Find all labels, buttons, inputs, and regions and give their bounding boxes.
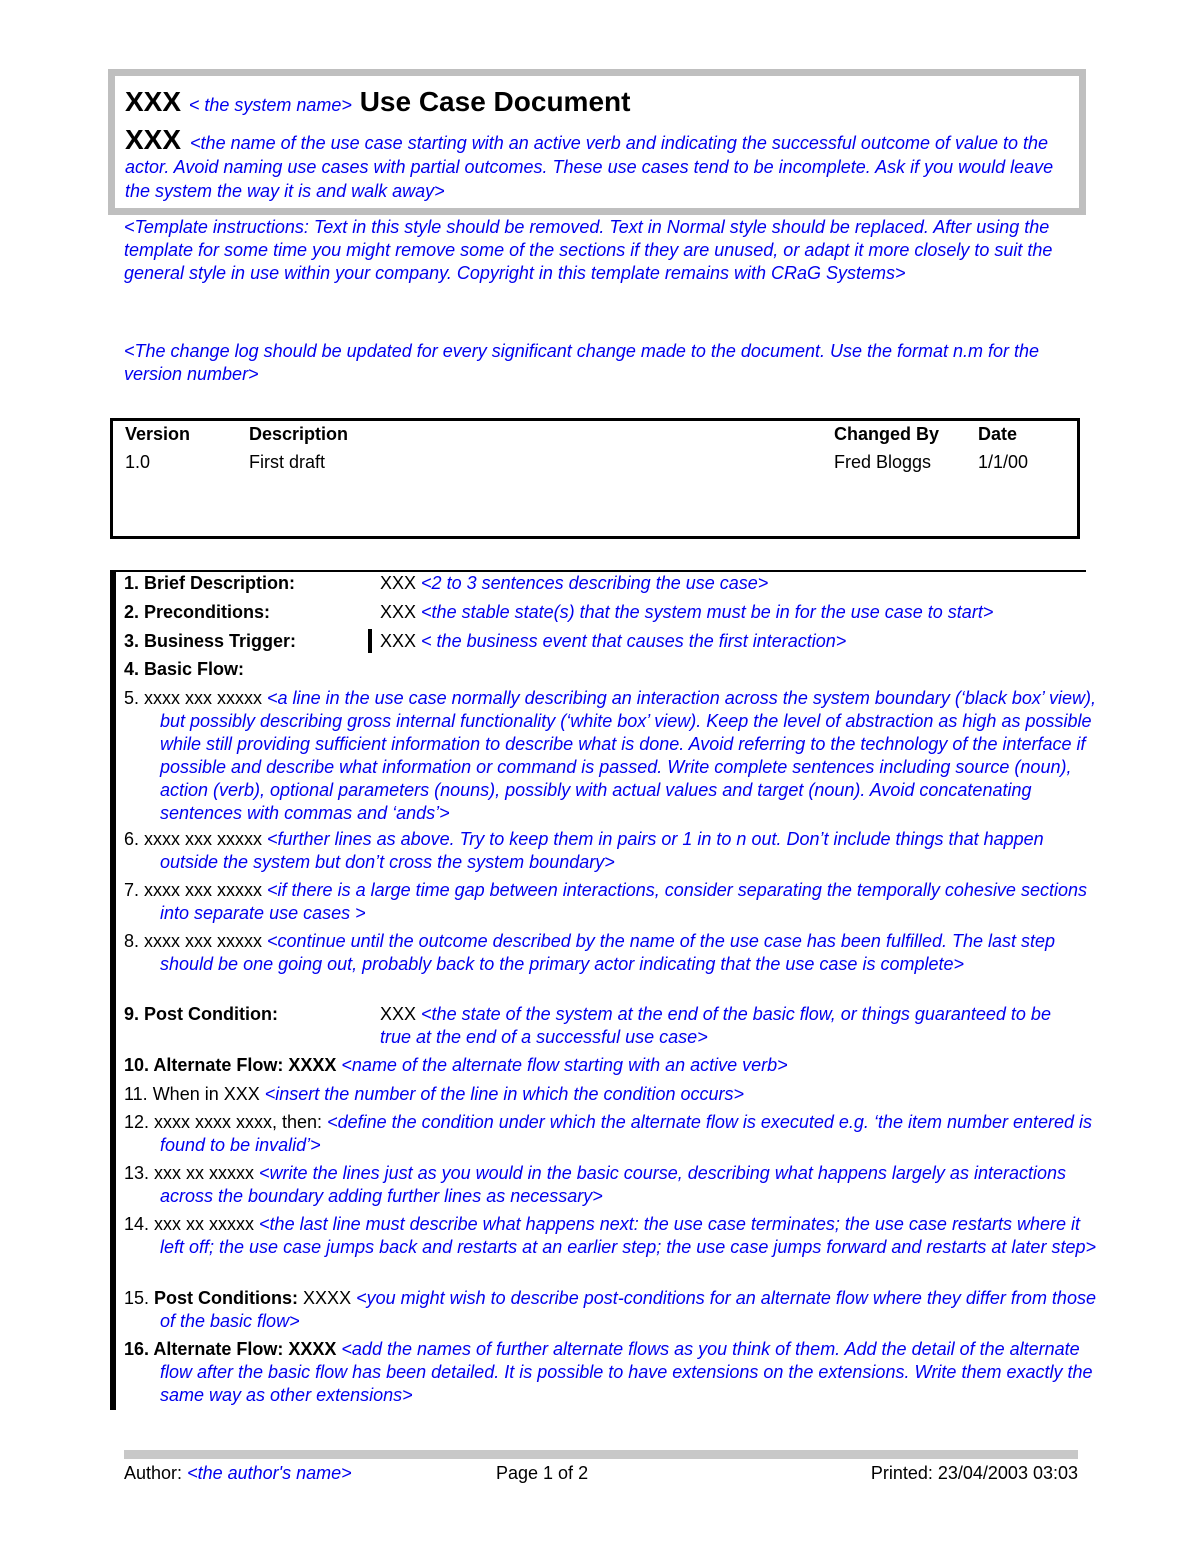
flow-step-7 (124, 879, 1105, 925)
change-bar (110, 572, 116, 1410)
step-6-prefix: 6. xxxx xxx xxxxx (124, 829, 263, 849)
changelog-note: <The change log should be updated for every significant change made to the document. Use the format n.m for the version number> (124, 341, 1040, 384)
step-14-hint: <the last line must describe what happens next: the use case terminates; the use case restarts where it left off; the use case jumps back and restarts at an earlier step; the use case jumps forward and restarts at later step> (160, 1214, 1096, 1257)
flow-step-8 (124, 930, 1105, 976)
step-11-hint: <insert the number of the line in which the condition occurs> (264, 1084, 745, 1104)
flow-step-6 (124, 828, 1105, 874)
step-15-label: Post Conditions: (154, 1288, 299, 1308)
step-13-prefix: 13. xxx xx xxxxx (124, 1163, 255, 1183)
step-8-prefix: 8. xxxx xxx xxxxx (124, 931, 263, 951)
flow-step-13 (124, 1162, 1105, 1208)
template-instructions: <Template instructions: Text in this style should be removed. Text in Normal style should be replaced. After using the template for some time you might remove some of the sections if they are unused, or adapt it more closely to suit the general style in use within your company. Copyright in this template remains with CRaG Systems> (124, 217, 1053, 283)
alternate-flow-16-hint: <add the names of further alternate flows as you think of them. Add the detail of the alternate flow after the basic flow has been detailed. It is possible to have extensions on the extensions. Write them exactly the same way as other extensions> (160, 1339, 1093, 1405)
brief-description-hint: <2 to 3 sentences describing the use case> (421, 573, 769, 593)
column-header-description: Description (249, 424, 349, 444)
footer-rule (124, 1450, 1078, 1459)
cell-changed-by: Fred Bloggs (834, 452, 932, 472)
document-title (125, 86, 630, 118)
change-log-table (110, 418, 1080, 539)
usecase-name (125, 124, 1080, 203)
business-trigger-label: 3. Business Trigger: (124, 631, 297, 651)
post-condition-value: XXX (380, 1004, 417, 1024)
footer-author (124, 1463, 352, 1484)
step-7-prefix: 7. xxxx xxx xxxxx (124, 880, 263, 900)
system-name-placeholder: < the system name> (188, 95, 352, 115)
post-condition-row (124, 1003, 1069, 1049)
flow-step-14 (124, 1213, 1105, 1259)
step-5-prefix: 5. xxxx xxx xxxxx (124, 688, 263, 708)
basic-flow-heading: 4. Basic Flow: (124, 659, 245, 679)
post-condition-hint: <the state of the system at the end of the basic flow, or things guaranteed to be true at the end of a successful use case> (380, 1004, 1051, 1047)
usecase-code: XXX (125, 124, 182, 155)
step-12-hint: <define the condition under which the alternate flow is executed e.g. ‘the item number entered is found to be invalid’> (160, 1112, 1093, 1155)
column-header-changed-by: Changed By (834, 424, 940, 444)
doc-title-text: Use Case Document (359, 86, 631, 117)
footer-printed-date: Printed: 23/04/2003 03:03 (870, 1463, 1078, 1483)
alternate-flow-10-hint: <name of the alternate flow starting with an active verb> (341, 1055, 788, 1075)
step-15-value: XXXX (303, 1288, 352, 1308)
alternate-flow-10-label: 10. Alternate Flow: XXXX (124, 1055, 337, 1075)
flow-step-11 (124, 1083, 1105, 1106)
preconditions-row (124, 601, 1069, 624)
column-header-date: Date (978, 424, 1018, 444)
step-15-hint: <you might wish to describe post-conditions for an alternate flow where they differ from those of the basic flow> (160, 1288, 1096, 1331)
step-8-hint: <continue until the outcome described by the name of the use case has been fulfilled. The last step should be one going out, probably back to the primary actor indicating that the use case is complete> (160, 931, 1056, 974)
footer-page-number: Page 1 of 2 (496, 1463, 589, 1483)
alternate-flow-10 (124, 1054, 1105, 1077)
cell-description: First draft (249, 452, 326, 472)
column-header-version: Version (125, 424, 191, 444)
flow-step-12 (124, 1111, 1105, 1157)
business-trigger-hint: < the business event that causes the first interaction> (421, 631, 847, 651)
cell-version: 1.0 (125, 452, 151, 472)
usecase-placeholder: <the name of the use case starting with an active verb and indicating the successful outcome of value to the actor. Avoid naming use cases with partial outcomes. These use cases tend to be incomplete. Ask if you would leave the system the way it is and walk away> (125, 133, 1054, 201)
preconditions-value: XXX (380, 602, 417, 622)
business-trigger-row (124, 630, 1069, 653)
alternate-flow-16 (124, 1338, 1105, 1407)
flow-step-15 (124, 1287, 1105, 1333)
step-11-prefix: 11. When in XXX (124, 1084, 260, 1104)
step-5-hint: <a line in the use case normally describing an interaction across the system boundary (‘black box’ view), but possibly describing gross internal functionality (‘white box’ view). Keep the level of abstraction as high as possible while still providing sufficient information to describe what is done. Avoid referring to the technology of the interface if possible and describe what information or command is passed. Write complete sentences including source (noun), action (verb), optional parameters (nouns), possibly with actual values and target (noun). Avoid concatenating sentences with commas and ‘ands’> (160, 688, 1096, 823)
preconditions-label: 2. Preconditions: (124, 602, 271, 622)
flow-step-5 (124, 687, 1105, 825)
brief-description-value: XXX (380, 573, 417, 593)
footer-author-placeholder: <the author's name> (187, 1463, 352, 1483)
step-15-number: 15. (124, 1288, 150, 1308)
alternate-flow-16-label: 16. Alternate Flow: XXXX (124, 1339, 337, 1359)
brief-description-row (124, 572, 1069, 595)
preconditions-hint: <the stable state(s) that the system must be in for the use case to start> (421, 602, 994, 622)
step-7-hint: <if there is a large time gap between interactions, consider separating the temporally cohesive sections into separate use cases > (160, 880, 1087, 923)
cell-date: 1/1/00 (978, 452, 1029, 472)
brief-description-label: 1. Brief Description: (124, 573, 296, 593)
step-13-hint: <write the lines just as you would in the basic course, describing what happens largely as interactions across the boundary adding further lines as necessary> (160, 1163, 1066, 1206)
post-condition-label: 9. Post Condition: (124, 1004, 278, 1024)
document-header-box (108, 69, 1086, 215)
footer-author-label: Author: (124, 1463, 183, 1483)
business-trigger-value: XXX (380, 631, 417, 651)
doc-code: XXX (125, 86, 182, 117)
step-12-prefix: 12. xxxx xxxx xxxx, then: (124, 1112, 323, 1132)
step-14-prefix: 14. xxx xx xxxxx (124, 1214, 255, 1234)
step-6-hint: <further lines as above. Try to keep them in pairs or 1 in to n out. Don’t include things that happen outside the system but don’t cross the system boundary> (160, 829, 1044, 872)
